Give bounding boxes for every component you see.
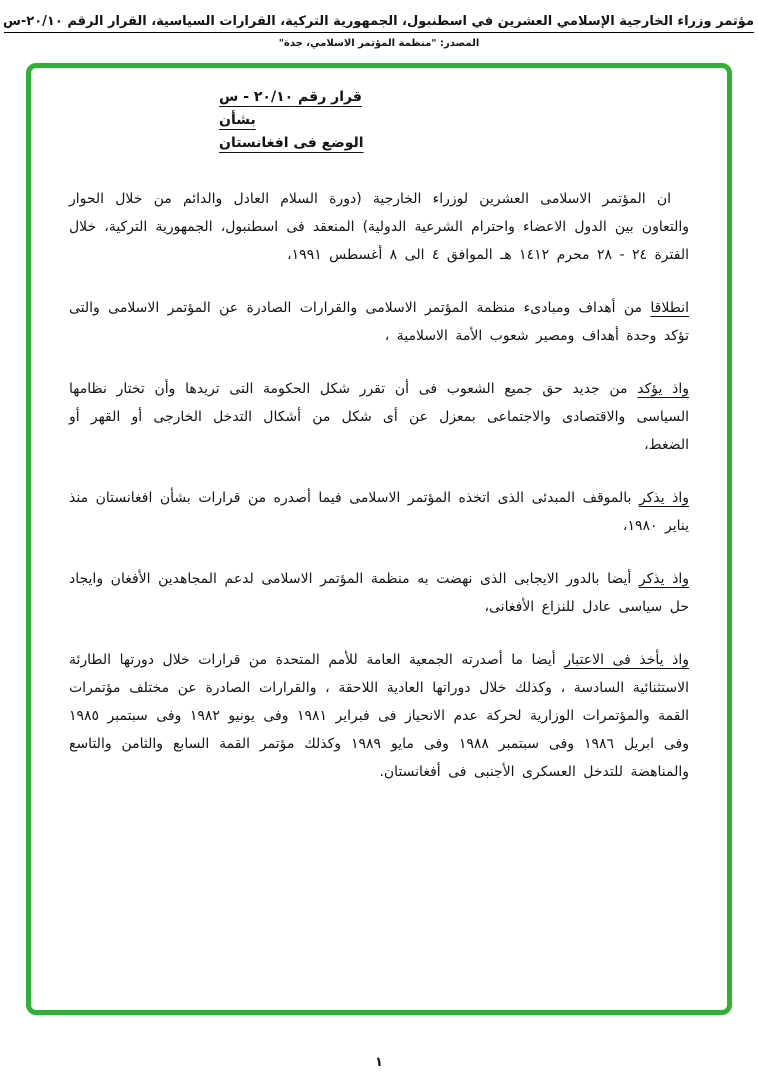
document-paragraph bbox=[69, 565, 689, 621]
document-header bbox=[0, 0, 758, 49]
resolution-subject: الوضع فى افغانستان bbox=[219, 135, 364, 151]
resolution-title-block bbox=[69, 86, 689, 155]
paragraph-lead-underlined: واذ يذكر bbox=[638, 490, 689, 506]
paragraph-lead-underlined: واذ يؤكد bbox=[637, 381, 689, 397]
document-paragraph bbox=[69, 294, 689, 350]
document-frame bbox=[26, 63, 732, 1015]
header-title: مؤتمر وزراء الخارجية الإسلامي العشرين في اسطنبول، الجمهورية التركية، القرارات السياسية، القرار الرقم ٢٠/١٠-س bbox=[4, 14, 754, 33]
paragraph-text: من جديد حق جميع الشعوب فى أن تقرر شكل الحكومة التى تريدها وأن تختار نظامها السياسى والاقتصادى والاجتماعى بمعزل عن أى شكل من أشكال التدخل الخارجى أو القهر أو الضغط، bbox=[69, 381, 689, 453]
document-paragraph bbox=[69, 484, 689, 540]
page-number: ١ bbox=[375, 1055, 383, 1070]
document-body bbox=[69, 185, 689, 786]
source-note: المصدر: "منظمة المؤتمر الاسلامي، جدة" bbox=[278, 38, 480, 49]
resolution-regarding: بشأن bbox=[219, 112, 256, 128]
document-paragraph bbox=[69, 185, 689, 269]
paragraph-lead-underlined: واذ يذكر bbox=[638, 571, 689, 587]
paragraph-lead-underlined: انطلاقا bbox=[650, 300, 689, 316]
document-paragraph bbox=[69, 375, 689, 459]
paragraph-text: أيضا بالدور الايجابى الذى نهضت به منظمة المؤتمر الاسلامى لدعم المجاهدين الأفغان وايجاد حل سياسى عادل للنزاع الأفغانى، bbox=[69, 571, 689, 615]
paragraph-text: أيضا ما أصدرته الجمعية العامة للأمم المتحدة من قرارات خلال دورتها الطارئة الاستثنائية السادسة ، وكذلك خلال دوراتها العادية اللاحقة ، والقرارات الصادرة عن مختلف مؤتمرات القمة والمؤتمرات الوزارية لحركة عدم الانحياز فى فبراير ١٩٨١ وفى يونيو ١٩٨٢ وفى سبتمبر ١٩٨٥ وفى ابريل ١٩٨٦ وفى سبتمبر ١٩٨٨ وفى مايو ١٩٨٩ وكذلك مؤتمر القمة السابع والثامن والتاسع والمناهضة للتدخل العسكرى الأجنبى فى أفغانستان. bbox=[69, 652, 689, 780]
paragraph-text: من أهداف ومبادىء منظمة المؤتمر الاسلامى والقرارات الصادرة عن المؤتمر الاسلامى والتى تؤكد وحدة أهداف ومصير شعوب الأمة الاسلامية ، bbox=[69, 300, 689, 344]
paragraph-text: ان المؤتمر الاسلامى العشرين لوزراء الخارجية (دورة السلام العادل والدائم من خلال الحوار والتعاون بين الدول الاعضاء واحترام الشرعية الدولية) المنعقد فى اسطنبول، الجمهورية التركية، خلال الفترة ٢٤ - ٢٨ محرم ١٤١٢ هـ الموافق ٤ الى ٨ أغسطس ١٩٩١، bbox=[69, 191, 689, 263]
paragraph-lead-underlined: واذ يأخذ فى الاعتبار bbox=[564, 652, 689, 668]
paragraph-text: بالموقف المبدئى الذى اتخذه المؤتمر الاسلامى فيما أصدره من قرارات بشأن افغانستان منذ يناير ١٩٨٠، bbox=[69, 490, 689, 534]
resolution-number: قرار رقم ٢٠/١٠ - س bbox=[219, 89, 362, 105]
document-paragraph bbox=[69, 646, 689, 786]
